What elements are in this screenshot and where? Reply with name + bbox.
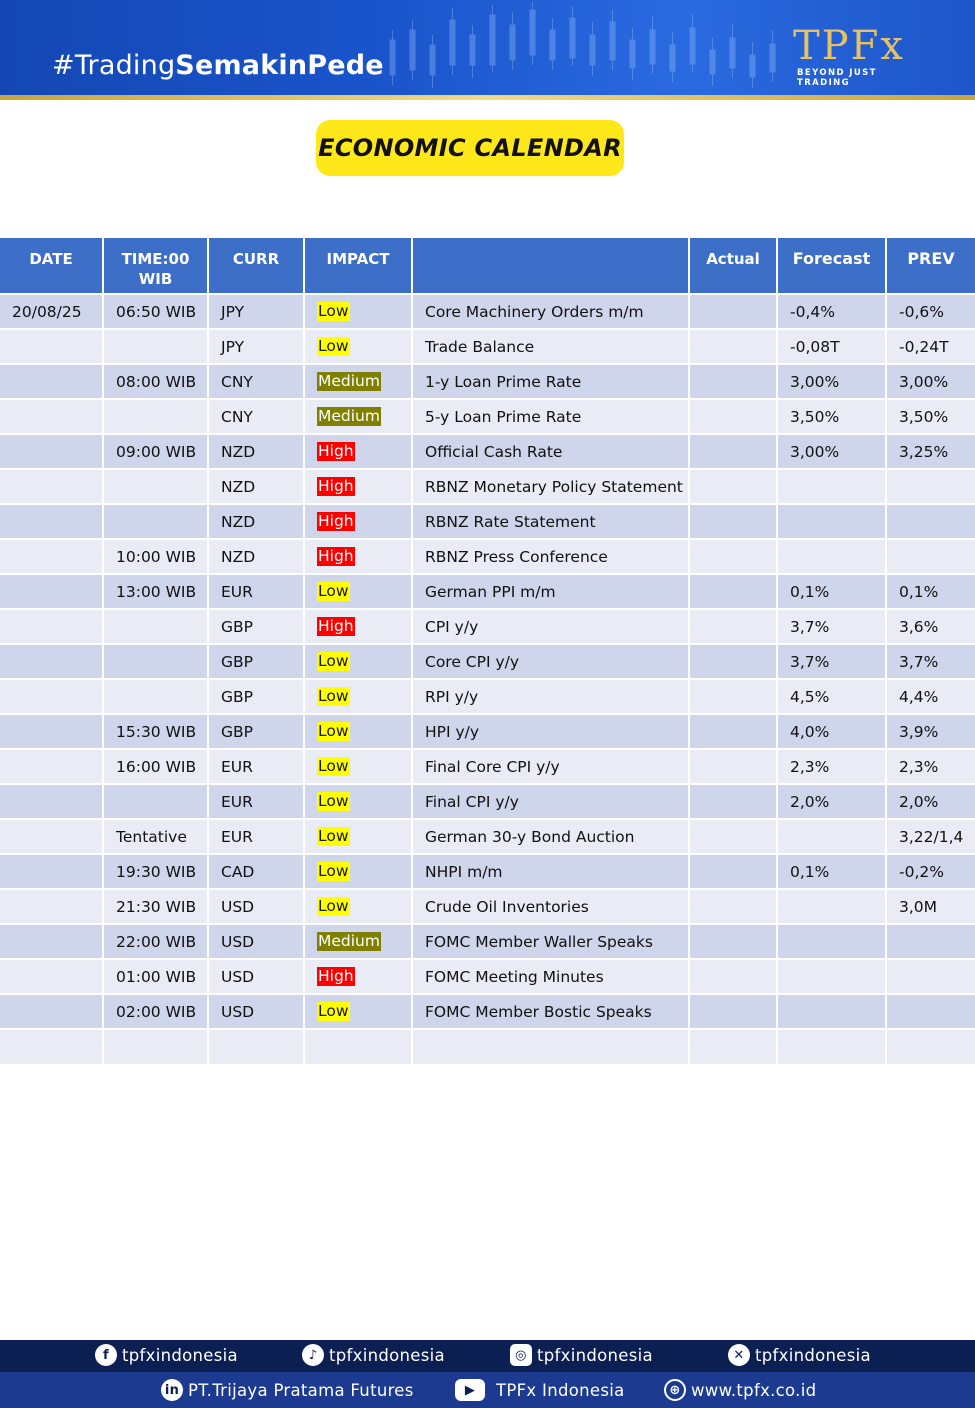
cell-forecast	[777, 819, 886, 854]
cell-currency: NZD	[208, 539, 304, 574]
cell-impact	[304, 539, 412, 574]
facebook-icon: f	[95, 1344, 117, 1366]
cell-impact	[304, 364, 412, 399]
header-curr: CURR	[208, 238, 304, 294]
impact-badge: High	[318, 512, 354, 530]
cell-event: 5-y Loan Prime Rate	[412, 399, 689, 434]
impact-badge: Low	[318, 792, 349, 810]
table-row	[0, 364, 975, 399]
cell-event: Final Core CPI y/y	[412, 749, 689, 784]
cell-event: FOMC Member Waller Speaks	[412, 924, 689, 959]
cell-impact	[304, 679, 412, 714]
cell-impact	[304, 434, 412, 469]
cell-actual	[689, 574, 777, 609]
cell-actual	[689, 714, 777, 749]
cell-actual	[689, 504, 777, 539]
cell-forecast: 3,7%	[777, 609, 886, 644]
footer-linkedin[interactable]	[161, 1379, 414, 1401]
cell-currency: CNY	[208, 364, 304, 399]
cell-prev: 3,9%	[886, 714, 975, 749]
footer-x[interactable]	[728, 1344, 871, 1366]
cell-actual	[689, 469, 777, 504]
cell-date	[0, 434, 103, 469]
candlestick-decoration	[380, 0, 800, 100]
facebook-handle: tpfxindonesia	[122, 1345, 238, 1365]
cell-prev: -0,2%	[886, 854, 975, 889]
header-forecast: Forecast	[777, 238, 886, 294]
impact-badge: Low	[318, 897, 349, 915]
globe-icon: ⊕	[664, 1379, 686, 1401]
cell-actual	[689, 644, 777, 679]
impact-badge: High	[318, 477, 354, 495]
youtube-label: TPFx Indonesia	[496, 1380, 625, 1400]
hashtag-slogan	[52, 50, 384, 81]
impact-badge: Low	[318, 862, 349, 880]
cell-prev: 3,6%	[886, 609, 975, 644]
header-date: DATE	[0, 238, 103, 294]
cell-currency	[208, 1029, 304, 1064]
impact-badge: Low	[318, 337, 349, 355]
instagram-icon: ◎	[510, 1344, 532, 1366]
cell-time	[103, 504, 208, 539]
hashtag-bold: SemakinPede	[175, 50, 384, 81]
cell-event: German 30-y Bond Auction	[412, 819, 689, 854]
cell-event: German PPI m/m	[412, 574, 689, 609]
cell-actual	[689, 924, 777, 959]
table-row	[0, 294, 975, 329]
tiktok-icon: ♪	[302, 1344, 324, 1366]
cell-time: 21:30 WIB	[103, 889, 208, 924]
cell-time: 19:30 WIB	[103, 854, 208, 889]
cell-event: FOMC Meeting Minutes	[412, 959, 689, 994]
cell-time: 09:00 WIB	[103, 434, 208, 469]
impact-badge: Low	[318, 302, 349, 320]
logo-tagline: BEYOND JUST TRADING	[797, 68, 877, 88]
cell-event: Core CPI y/y	[412, 644, 689, 679]
cell-forecast: 3,50%	[777, 399, 886, 434]
cell-time	[103, 609, 208, 644]
cell-prev	[886, 1029, 975, 1064]
cell-forecast: 3,00%	[777, 364, 886, 399]
cell-currency: NZD	[208, 469, 304, 504]
table-row	[0, 1029, 975, 1064]
cell-impact	[304, 994, 412, 1029]
cell-actual	[689, 749, 777, 784]
table-row	[0, 714, 975, 749]
cell-prev: 4,4%	[886, 679, 975, 714]
cell-impact	[304, 644, 412, 679]
cell-currency: USD	[208, 924, 304, 959]
cell-currency: GBP	[208, 679, 304, 714]
cell-currency: EUR	[208, 749, 304, 784]
cell-currency: GBP	[208, 609, 304, 644]
cell-date	[0, 329, 103, 364]
page-title: ECONOMIC CALENDAR	[316, 120, 624, 176]
cell-impact	[304, 399, 412, 434]
cell-currency: GBP	[208, 714, 304, 749]
table-row	[0, 924, 975, 959]
cell-impact	[304, 294, 412, 329]
cell-currency: JPY	[208, 294, 304, 329]
cell-date	[0, 364, 103, 399]
cell-event	[412, 1029, 689, 1064]
impact-badge: High	[318, 617, 354, 635]
cell-event: HPI y/y	[412, 714, 689, 749]
cell-actual	[689, 539, 777, 574]
footer-facebook[interactable]	[95, 1344, 238, 1366]
impact-badge: Medium	[318, 932, 380, 950]
cell-time	[103, 644, 208, 679]
cell-time: 16:00 WIB	[103, 749, 208, 784]
table-row	[0, 644, 975, 679]
cell-time: 08:00 WIB	[103, 364, 208, 399]
cell-currency: NZD	[208, 434, 304, 469]
cell-event: RBNZ Monetary Policy Statement	[412, 469, 689, 504]
cell-currency: EUR	[208, 784, 304, 819]
cell-time: 06:50 WIB	[103, 294, 208, 329]
cell-forecast: 0,1%	[777, 854, 886, 889]
cell-currency: CNY	[208, 399, 304, 434]
impact-badge: High	[318, 547, 354, 565]
impact-badge: Medium	[318, 407, 380, 425]
impact-badge: High	[318, 967, 354, 985]
cell-actual	[689, 679, 777, 714]
table-row	[0, 329, 975, 364]
impact-badge: High	[318, 442, 354, 460]
cell-prev: 3,0M	[886, 889, 975, 924]
cell-date	[0, 539, 103, 574]
cell-forecast: -0,4%	[777, 294, 886, 329]
cell-event: NHPI m/m	[412, 854, 689, 889]
header-time	[103, 238, 208, 294]
cell-time: 15:30 WIB	[103, 714, 208, 749]
cell-date	[0, 469, 103, 504]
cell-forecast	[777, 504, 886, 539]
cell-actual	[689, 294, 777, 329]
cell-impact	[304, 504, 412, 539]
cell-event: Crude Oil Inventories	[412, 889, 689, 924]
cell-currency: USD	[208, 959, 304, 994]
cell-date	[0, 574, 103, 609]
cell-event: 1-y Loan Prime Rate	[412, 364, 689, 399]
cell-forecast: -0,08T	[777, 329, 886, 364]
impact-badge: Medium	[318, 372, 380, 390]
cell-impact	[304, 1029, 412, 1064]
cell-prev: -0,6%	[886, 294, 975, 329]
impact-badge: Low	[318, 1002, 349, 1020]
cell-prev: 3,00%	[886, 364, 975, 399]
cell-currency: EUR	[208, 574, 304, 609]
cell-date	[0, 749, 103, 784]
page-footer	[0, 1340, 975, 1408]
header-actual: Actual	[689, 238, 777, 294]
cell-date	[0, 924, 103, 959]
linkedin-icon: in	[161, 1379, 183, 1401]
table-row	[0, 609, 975, 644]
cell-time	[103, 679, 208, 714]
impact-badge: Low	[318, 757, 349, 775]
cell-impact	[304, 749, 412, 784]
cell-actual	[689, 854, 777, 889]
cell-prev	[886, 469, 975, 504]
cell-prev: 0,1%	[886, 574, 975, 609]
cell-forecast: 0,1%	[777, 574, 886, 609]
header-gold-divider	[0, 95, 975, 100]
impact-badge: Low	[318, 652, 349, 670]
table-row	[0, 854, 975, 889]
cell-prev: 2,3%	[886, 749, 975, 784]
x-icon: ✕	[728, 1344, 750, 1366]
cell-forecast	[777, 959, 886, 994]
table-row	[0, 399, 975, 434]
cell-time: 01:00 WIB	[103, 959, 208, 994]
cell-prev: 3,22/1,4	[886, 819, 975, 854]
cell-forecast: 3,7%	[777, 644, 886, 679]
cell-prev	[886, 539, 975, 574]
x-handle: tpfxindonesia	[755, 1345, 871, 1365]
cell-event: Official Cash Rate	[412, 434, 689, 469]
header-time-line2: WIB	[138, 270, 173, 288]
cell-actual	[689, 959, 777, 994]
cell-impact	[304, 889, 412, 924]
tpfx-logo	[793, 23, 933, 88]
cell-forecast	[777, 994, 886, 1029]
cell-impact	[304, 469, 412, 504]
cell-date	[0, 819, 103, 854]
cell-impact	[304, 714, 412, 749]
cell-date	[0, 644, 103, 679]
table-row	[0, 539, 975, 574]
cell-impact	[304, 924, 412, 959]
cell-forecast	[777, 889, 886, 924]
table-header-row	[0, 238, 975, 294]
cell-prev	[886, 924, 975, 959]
cell-forecast: 2,3%	[777, 749, 886, 784]
header-impact: IMPACT	[304, 238, 412, 294]
economic-calendar-table	[0, 238, 975, 1064]
logo-text: TPFx	[793, 23, 905, 69]
cell-prev: 3,7%	[886, 644, 975, 679]
cell-forecast: 4,0%	[777, 714, 886, 749]
table-row	[0, 574, 975, 609]
table-row	[0, 889, 975, 924]
table-row	[0, 819, 975, 854]
cell-time: 10:00 WIB	[103, 539, 208, 574]
cell-time: 22:00 WIB	[103, 924, 208, 959]
hashtag-prefix: #Trading	[52, 50, 176, 81]
table-row	[0, 784, 975, 819]
cell-prev	[886, 959, 975, 994]
cell-currency: EUR	[208, 819, 304, 854]
cell-currency: JPY	[208, 329, 304, 364]
footer-youtube[interactable]	[455, 1379, 625, 1401]
cell-date	[0, 959, 103, 994]
table-row	[0, 994, 975, 1029]
cell-actual	[689, 329, 777, 364]
cell-event: FOMC Member Bostic Speaks	[412, 994, 689, 1029]
cell-date: 20/08/25	[0, 294, 103, 329]
cell-date	[0, 854, 103, 889]
cell-prev	[886, 504, 975, 539]
cell-time	[103, 399, 208, 434]
cell-date	[0, 1029, 103, 1064]
cell-currency: CAD	[208, 854, 304, 889]
table-body	[0, 294, 975, 1064]
header-event	[412, 238, 689, 294]
cell-currency: USD	[208, 889, 304, 924]
cell-impact	[304, 609, 412, 644]
cell-currency: USD	[208, 994, 304, 1029]
cell-forecast: 4,5%	[777, 679, 886, 714]
footer-website[interactable]	[664, 1379, 816, 1401]
cell-forecast: 2,0%	[777, 784, 886, 819]
cell-date	[0, 714, 103, 749]
cell-currency: GBP	[208, 644, 304, 679]
instagram-handle: tpfxindonesia	[537, 1345, 653, 1365]
cell-event: CPI y/y	[412, 609, 689, 644]
cell-impact	[304, 784, 412, 819]
header-prev: PREV	[886, 238, 975, 294]
cell-actual	[689, 609, 777, 644]
cell-date	[0, 399, 103, 434]
cell-impact	[304, 854, 412, 889]
cell-prev: -0,24T	[886, 329, 975, 364]
cell-prev	[886, 994, 975, 1029]
cell-time: 13:00 WIB	[103, 574, 208, 609]
youtube-icon: ▶	[455, 1379, 485, 1401]
cell-time	[103, 1029, 208, 1064]
cell-impact	[304, 959, 412, 994]
impact-badge: Low	[318, 722, 349, 740]
cell-prev: 3,50%	[886, 399, 975, 434]
cell-event: Final CPI y/y	[412, 784, 689, 819]
footer-instagram[interactable]	[510, 1344, 653, 1366]
cell-time: 02:00 WIB	[103, 994, 208, 1029]
cell-forecast	[777, 469, 886, 504]
cell-actual	[689, 819, 777, 854]
cell-event: RBNZ Press Conference	[412, 539, 689, 574]
impact-badge: Low	[318, 687, 349, 705]
cell-actual	[689, 889, 777, 924]
cell-impact	[304, 574, 412, 609]
cell-date	[0, 504, 103, 539]
table-row	[0, 959, 975, 994]
table-row	[0, 469, 975, 504]
cell-actual	[689, 399, 777, 434]
cell-date	[0, 889, 103, 924]
cell-date	[0, 609, 103, 644]
cell-time	[103, 469, 208, 504]
cell-actual	[689, 784, 777, 819]
cell-actual	[689, 364, 777, 399]
cell-impact	[304, 329, 412, 364]
cell-time: Tentative	[103, 819, 208, 854]
cell-date	[0, 784, 103, 819]
cell-event: Trade Balance	[412, 329, 689, 364]
cell-forecast	[777, 924, 886, 959]
page-header	[0, 0, 975, 100]
table-row	[0, 504, 975, 539]
cell-event: RBNZ Rate Statement	[412, 504, 689, 539]
cell-time	[103, 784, 208, 819]
cell-forecast: 3,00%	[777, 434, 886, 469]
footer-tiktok[interactable]	[302, 1344, 445, 1366]
website-label: www.tpfx.co.id	[691, 1380, 817, 1400]
cell-actual	[689, 994, 777, 1029]
cell-impact	[304, 819, 412, 854]
table-row	[0, 749, 975, 784]
cell-event: Core Machinery Orders m/m	[412, 294, 689, 329]
cell-prev: 2,0%	[886, 784, 975, 819]
cell-forecast	[777, 1029, 886, 1064]
cell-date	[0, 994, 103, 1029]
cell-actual	[689, 1029, 777, 1064]
header-time-line1: TIME:00	[121, 250, 190, 268]
cell-actual	[689, 434, 777, 469]
table-row	[0, 679, 975, 714]
linkedin-label: PT.Trijaya Pratama Futures	[188, 1380, 414, 1400]
cell-time	[103, 329, 208, 364]
tiktok-handle: tpfxindonesia	[329, 1345, 445, 1365]
cell-date	[0, 679, 103, 714]
impact-badge: Low	[318, 827, 349, 845]
cell-event: RPI y/y	[412, 679, 689, 714]
cell-prev: 3,25%	[886, 434, 975, 469]
cell-forecast	[777, 539, 886, 574]
table-row	[0, 434, 975, 469]
cell-currency: NZD	[208, 504, 304, 539]
impact-badge: Low	[318, 582, 349, 600]
